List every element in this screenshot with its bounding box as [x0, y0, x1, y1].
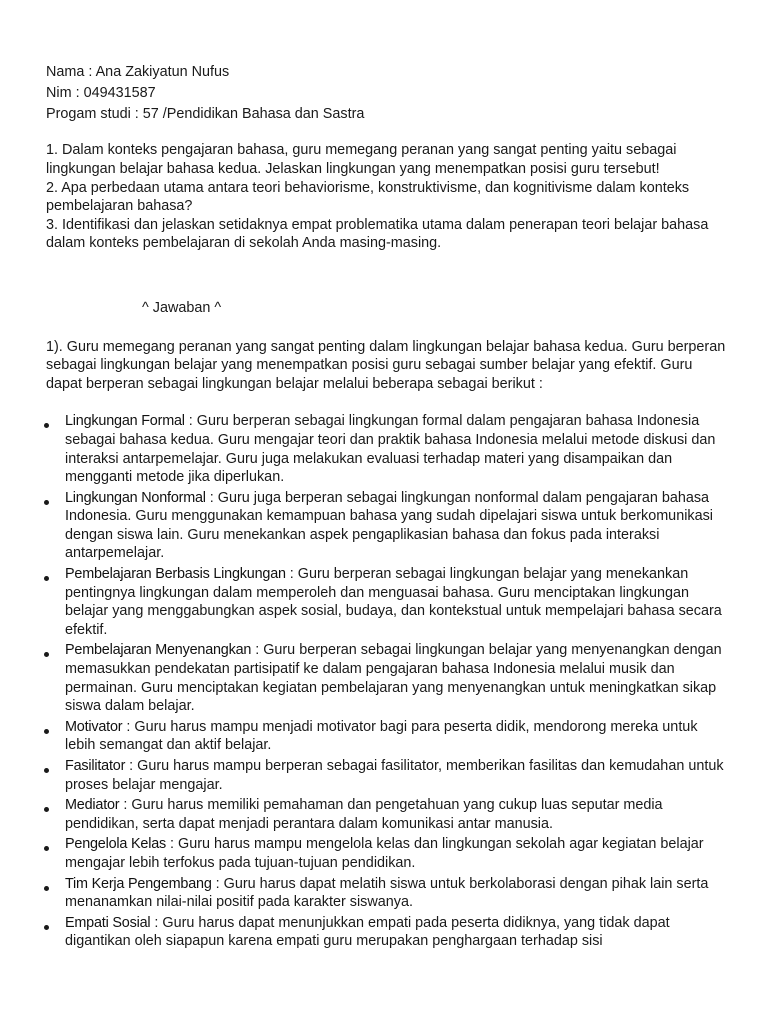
- student-name: Nama : Ana Zakiyatun Nufus: [46, 64, 230, 80]
- item-term: Pembelajaran Menyenangkan: [65, 642, 252, 659]
- list-item: [46, 835, 726, 872]
- list-item: [46, 914, 726, 951]
- bullet-icon: [44, 576, 49, 581]
- item-term: Fasilitator: [65, 758, 126, 775]
- list-item: [46, 641, 726, 715]
- list-item: [46, 489, 726, 563]
- item-desc: : Guru harus memiliki pemahaman dan pengetahuan yang cukup luas seputar media pendidikan, serta dapat menjadi perantara dalam komunikasi antar manusia.: [65, 797, 663, 832]
- item-term: Pembelajaran Berbasis Lingkungan: [65, 566, 286, 583]
- item-desc: : Guru berperan sebagai lingkungan belajar yang menyenangkan dengan memasukkan pendekatan partisipatif ke dalam pengajaran bahasa Indonesia melalui musik dan permainan. Guru menciptakan kegiatan pembelajaran yang menyenangkan untuk meningkatkan sikap siswa dalam belajar.: [65, 642, 722, 715]
- list-item: [46, 875, 726, 912]
- bullet-icon: [44, 846, 49, 851]
- bullet-icon: [44, 423, 49, 428]
- bullet-icon: [44, 807, 49, 812]
- answer-heading: ^ Jawaban ^: [142, 299, 222, 316]
- answer-intro: 1). Guru memegang peranan yang sangat penting dalam lingkungan belajar bahasa kedua. Guru berperan sebagai lingkungan belajar yang menempatkan posisi guru sebagai sumber belajar yang efektif. Guru dapat berperan sebagai lingkungan belajar melalui beberapa sebagai berikut :: [46, 338, 726, 392]
- student-nim: Nim : 049431587: [46, 84, 156, 101]
- item-desc: : Guru harus mampu mengelola kelas dan lingkungan sekolah agar kegiatan belajar mengajar lebih terfokus pada tujuan-tujuan pendidikan.: [65, 836, 704, 871]
- item-term: Lingkungan Formal: [65, 413, 185, 430]
- list-item: [46, 412, 726, 486]
- item-desc: : Guru juga berperan sebagai lingkungan nonformal dalam pengajaran bahasa Indonesia. Guru menggunakan kemampuan bahasa yang sudah dipelajari siswa untuk berkomunikasi dengan siswa lain. Guru menekankan aspek pengaplikasian bahasa dan fokus pada interaksi antarpemelajar.: [65, 489, 713, 562]
- list-item: [46, 565, 726, 639]
- bullet-icon: [44, 768, 49, 773]
- list-item: [46, 757, 726, 794]
- item-desc: : Guru harus mampu menjadi motivator bagi para peserta didik, mendorong mereka untuk lebih semangat dan aktif belajar.: [65, 718, 698, 754]
- item-desc: : Guru berperan sebagai lingkungan formal dalam pengajaran bahasa Indonesia sebagai bahasa kedua. Guru mengajar teori dan praktik bahasa Indonesia melalui metode diskusi dan interaksi antarpemelajar. Guru juga melakukan evaluasi terhadap materi yang disampaikan dan mengganti metode jika diperlukan.: [65, 413, 716, 486]
- study-program: Progam studi : 57 /Pendidikan Bahasa dan Sastra: [46, 105, 365, 122]
- item-term: Lingkungan Nonformal: [65, 489, 206, 506]
- question-list: [46, 141, 726, 253]
- item-desc: : Guru berperan sebagai lingkungan belajar yang menekankan pentingnya lingkungan dalam memperoleh dan menguasai bahasa. Guru menciptakan lingkungan belajar yang menggabungkan aspek sosial, budaya, dan kontekstual untuk mempelajari bahasa secara efektif.: [65, 566, 722, 638]
- item-term: Mediator: [65, 797, 120, 814]
- item-term: Empati Sosial: [65, 914, 151, 931]
- question-2: 2. Apa perbedaan utama antara teori behaviorisme, konstruktivisme, dan kognitivisme dalam konteks pembelajaran bahasa?: [46, 179, 690, 215]
- role-list: [46, 412, 726, 951]
- question-1: 1. Dalam konteks pengajaran bahasa, guru memegang peranan yang sangat penting yaitu sebagai lingkungan belajar bahasa kedua. Jelaskan lingkungan yang menempatkan posisi guru tersebut!: [46, 142, 677, 177]
- bullet-icon: [44, 500, 49, 505]
- item-term: Pengelola Kelas: [65, 836, 167, 853]
- item-desc: : Guru harus dapat melatih siswa untuk berkolaborasi dengan pihak lain serta menanamkan nilai-nilai positif pada karakter siswanya.: [65, 875, 709, 911]
- item-desc: : Guru harus dapat menunjukkan empati pada peserta didiknya, yang tidak dapat digantikan oleh siapapun karena empati guru merupakan penghargaan terhadap sisi: [65, 914, 670, 950]
- bullet-icon: [44, 925, 49, 930]
- list-item: [46, 796, 726, 833]
- bullet-icon: [44, 886, 49, 891]
- question-3: 3. Identifikasi dan jelaskan setidaknya empat problematika utama dalam penerapan teori belajar bahasa dalam konteks pembelajaran di sekolah Anda masing-masing.: [46, 216, 709, 252]
- bullet-icon: [44, 652, 49, 657]
- bullet-icon: [44, 729, 49, 734]
- item-term: Tim Kerja Pengembang: [65, 875, 212, 892]
- student-info: [46, 63, 726, 125]
- list-item: [46, 718, 726, 755]
- item-term: Motivator: [65, 718, 123, 735]
- item-desc: : Guru harus mampu berperan sebagai fasilitator, memberikan fasilitas dan kemudahan untuk proses belajar mengajar.: [65, 758, 724, 793]
- document-page: [46, 63, 726, 953]
